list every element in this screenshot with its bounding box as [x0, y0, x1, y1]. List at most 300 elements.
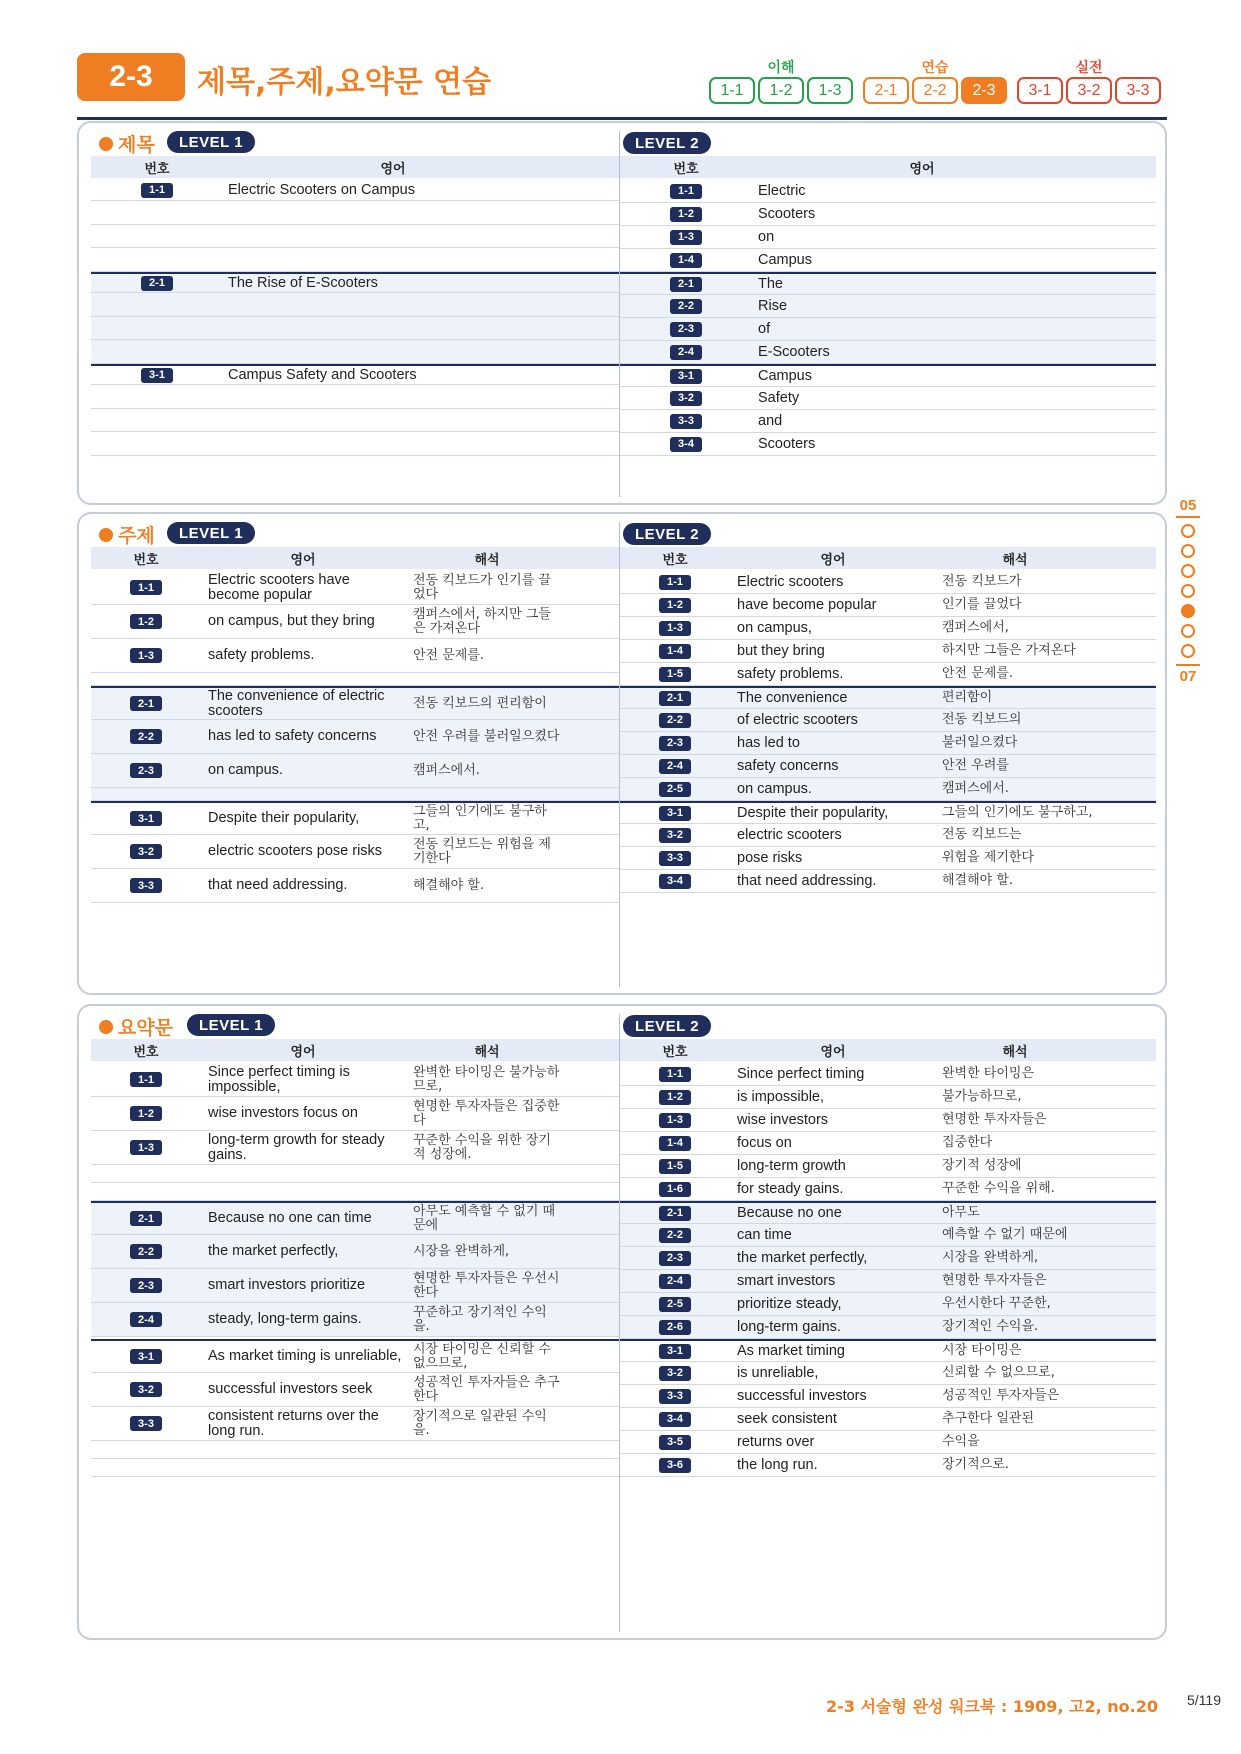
row-number-badge: 1-2 — [659, 598, 691, 613]
table-row — [620, 1270, 1156, 1293]
table-row — [620, 1086, 1156, 1109]
english-text: is unreliable, — [737, 1364, 819, 1381]
english-text: The convenience of electric scooters — [208, 687, 385, 719]
english-text: Campus Safety and Scooters — [228, 366, 417, 383]
table-row — [620, 1454, 1156, 1477]
table-header — [620, 547, 1156, 569]
english-text: for steady gains. — [737, 1180, 844, 1197]
row-number-badge: 2-6 — [659, 1320, 691, 1335]
table-row — [620, 180, 1156, 203]
korean-translation: 해결해야 할. — [413, 877, 485, 893]
row-number-badge: 1-1 — [659, 1067, 691, 1082]
english-text: of electric scooters — [737, 711, 858, 728]
row-number-badge: 2-4 — [130, 1312, 162, 1327]
english-text: has led to — [737, 734, 800, 751]
page-header — [77, 53, 1167, 119]
korean-translation: 해결해야 할. — [942, 873, 1014, 888]
english-text: long-term growth — [737, 1157, 846, 1174]
table-header — [91, 1039, 619, 1061]
korean-translation: 현명한 투자자들은 우선시한다 — [413, 1270, 560, 1300]
row-number-badge: 1-3 — [130, 1140, 162, 1155]
summary-practice-panel — [77, 1004, 1167, 1640]
english-text: on campus, — [737, 619, 812, 636]
row-number-badge: 3-2 — [130, 1382, 162, 1397]
english-text: that need addressing. — [737, 872, 877, 889]
english-text: prioritize steady, — [737, 1295, 842, 1312]
korean-translation: 전동 킥보드의 — [942, 712, 1022, 727]
table-row — [620, 801, 1156, 824]
english-text: Campus — [758, 251, 812, 268]
table-row — [620, 824, 1156, 847]
english-text: the market perfectly, — [737, 1249, 868, 1266]
side-nav-dot-icon[interactable] — [1181, 584, 1195, 598]
table-row — [620, 778, 1156, 801]
table-row — [91, 1269, 619, 1303]
table-row — [620, 1178, 1156, 1201]
korean-translation: 전동 킥보드가 — [942, 574, 1022, 589]
table-row — [620, 1063, 1156, 1086]
table-row — [620, 1201, 1156, 1224]
footer-workbook-title: 2-3 서술형 완성 워크북 : 1909, 고2, no.20 — [826, 1697, 1158, 1716]
english-text: steady, long-term gains. — [208, 1311, 362, 1327]
korean-translation: 아무도 예측할 수 없기 때문에 — [413, 1203, 556, 1233]
section-title: 요약문 — [118, 1017, 174, 1039]
table-header — [620, 1039, 1156, 1061]
row-number-badge: 1-5 — [659, 1159, 691, 1174]
progress-step-button[interactable]: 3-3 — [1115, 77, 1161, 104]
progress-group-practice — [863, 57, 1007, 104]
korean-translation: 장기적인 수익을. — [942, 1319, 1039, 1334]
progress-group-label: 이해 — [767, 60, 795, 76]
row-number-badge: 3-3 — [670, 414, 702, 429]
korean-translation: 불러일으켰다 — [942, 735, 1018, 750]
row-number-badge: 1-6 — [659, 1182, 691, 1197]
table-row — [620, 226, 1156, 249]
english-text: focus on — [737, 1134, 792, 1151]
english-text: Despite their popularity, — [737, 804, 889, 821]
table-row — [620, 1408, 1156, 1431]
table-row — [620, 272, 1156, 295]
table-row — [620, 870, 1156, 893]
table-row — [91, 364, 619, 385]
table-row — [620, 203, 1156, 226]
english-text: Since perfect timing — [737, 1065, 865, 1082]
column-header-english: 영어 — [820, 552, 846, 568]
column-header-english: 영어 — [380, 161, 406, 177]
english-text: long-term growth for steady gains. — [208, 1131, 385, 1163]
english-text: of — [758, 320, 771, 337]
table-row — [620, 709, 1156, 732]
korean-translation: 꾸준한 수익을 위한 장기적 성장에. — [413, 1132, 551, 1162]
section-label — [99, 521, 155, 548]
table-header — [620, 156, 1156, 178]
progress-step-button[interactable]: 1-3 — [807, 77, 853, 104]
row-number-badge: 2-2 — [659, 1228, 691, 1243]
bullet-dot-icon — [99, 1020, 113, 1034]
row-number-badge: 2-1 — [130, 696, 162, 711]
row-number-badge: 2-3 — [659, 736, 691, 751]
page-number: 5/119 — [1187, 1692, 1221, 1708]
english-text: E-Scooters — [758, 343, 830, 360]
progress-step-button[interactable]: 2-2 — [912, 77, 958, 104]
english-text: electric scooters — [737, 826, 842, 843]
korean-translation: 꾸준한 수익을 위해. — [942, 1181, 1055, 1196]
row-number-badge: 3-4 — [670, 437, 702, 452]
row-number-badge: 2-2 — [670, 299, 702, 314]
empty-row — [91, 1183, 619, 1201]
english-text: safety problems. — [208, 647, 315, 663]
table-row — [620, 1247, 1156, 1270]
empty-row — [91, 248, 619, 272]
column-header-korean: 해석 — [474, 552, 500, 568]
row-number-badge: 1-2 — [130, 1106, 162, 1121]
korean-translation: 추구한다 일관된 — [942, 1411, 1035, 1426]
row-number-badge: 3-1 — [670, 369, 702, 384]
english-text: Rise — [758, 297, 788, 314]
korean-translation: 캠퍼스에서, 하지만 그들은 가져온다 — [413, 606, 551, 636]
english-text: safety problems. — [737, 665, 844, 682]
row-number-badge: 1-3 — [659, 1113, 691, 1128]
level-2-badge: LEVEL 2 — [623, 132, 711, 154]
english-text: pose risks — [737, 849, 803, 866]
korean-translation: 완벽한 타이밍은 — [942, 1066, 1035, 1081]
row-number-badge: 2-5 — [659, 782, 691, 797]
chapter-side-nav — [1176, 497, 1200, 685]
english-text: has led to safety concerns — [208, 728, 377, 744]
section-label — [99, 1013, 173, 1040]
row-number-badge: 2-1 — [141, 276, 173, 291]
korean-translation: 전동 킥보드가 인기를 끌었다 — [413, 572, 551, 602]
korean-translation: 완벽한 타이밍은 불가능하므로, — [413, 1064, 560, 1094]
table-row — [620, 1431, 1156, 1454]
korean-translation: 시장 타이밍은 — [942, 1343, 1022, 1358]
english-text: Because no one — [737, 1204, 842, 1221]
table-header — [91, 547, 619, 569]
english-text: Because no one can time — [208, 1210, 372, 1226]
side-nav-dot-icon[interactable] — [1181, 644, 1195, 658]
row-number-badge: 2-4 — [659, 759, 691, 774]
korean-translation: 캠퍼스에서. — [942, 781, 1009, 796]
row-number-badge: 1-5 — [659, 667, 691, 682]
bullet-dot-icon — [99, 137, 113, 151]
empty-row — [91, 385, 619, 409]
english-text: Electric Scooters on Campus — [228, 181, 415, 198]
english-text: successful investors seek — [208, 1381, 373, 1397]
english-text: on campus. — [208, 762, 283, 778]
english-text: The — [758, 275, 783, 292]
bullet-dot-icon — [99, 528, 113, 542]
table-row — [620, 1155, 1156, 1178]
column-header-korean: 해석 — [1002, 1044, 1028, 1060]
row-number-badge: 2-1 — [670, 277, 702, 292]
korean-translation: 전동 킥보드는 — [942, 827, 1022, 842]
row-number-badge: 1-3 — [670, 230, 702, 245]
row-number-badge: 1-1 — [670, 184, 702, 199]
table-row — [91, 1339, 619, 1373]
side-nav-start: 05 — [1176, 497, 1200, 518]
english-text: The convenience — [737, 689, 848, 706]
table-row — [620, 732, 1156, 755]
korean-translation: 성공적인 투자자들은 추구한다 — [413, 1374, 560, 1404]
row-number-badge: 2-3 — [130, 1278, 162, 1293]
english-text: Electric scooters — [737, 573, 844, 590]
row-number-badge: 3-2 — [659, 828, 691, 843]
row-number-badge: 1-2 — [659, 1090, 691, 1105]
table-row — [620, 755, 1156, 778]
row-number-badge: 2-1 — [659, 691, 691, 706]
english-text: The Rise of E-Scooters — [228, 274, 378, 291]
header-divider — [77, 117, 1167, 120]
korean-translation: 장기적으로. — [942, 1457, 1009, 1472]
korean-translation: 불가능하므로, — [942, 1089, 1022, 1104]
table-row — [91, 835, 619, 869]
column-header-number: 번호 — [144, 161, 170, 177]
table-row — [91, 869, 619, 903]
korean-translation: 시장을 완벽하게, — [942, 1250, 1039, 1265]
table-row — [620, 663, 1156, 686]
table-row — [91, 1303, 619, 1337]
row-number-badge: 3-6 — [659, 1458, 691, 1473]
table-header — [91, 156, 619, 178]
english-text: smart investors prioritize — [208, 1277, 366, 1293]
english-text: Scooters — [758, 205, 816, 222]
table-row — [91, 1131, 619, 1165]
side-nav-dot-icon[interactable] — [1181, 524, 1195, 538]
row-number-badge: 3-3 — [130, 1416, 162, 1431]
korean-translation: 현명한 투자자들은 — [942, 1273, 1047, 1288]
progress-step-button[interactable]: 2-1 — [863, 77, 909, 104]
korean-translation: 장기적 성장에 — [942, 1158, 1022, 1173]
section-title: 주제 — [118, 525, 155, 547]
row-number-badge: 1-2 — [130, 614, 162, 629]
english-text: that need addressing. — [208, 877, 348, 893]
english-text: on — [758, 228, 775, 245]
side-nav-end: 07 — [1176, 664, 1200, 685]
progress-step-button[interactable]: 3-1 — [1017, 77, 1063, 104]
table-row — [620, 295, 1156, 318]
table-row — [620, 318, 1156, 341]
column-header-number: 번호 — [662, 552, 688, 568]
english-text: is impossible, — [737, 1088, 825, 1105]
empty-row — [91, 1165, 619, 1183]
row-number-badge: 2-3 — [659, 1251, 691, 1266]
empty-row — [91, 340, 619, 364]
side-nav-dot-icon[interactable] — [1181, 624, 1195, 638]
level-2-badge: LEVEL 2 — [623, 1015, 711, 1037]
english-text: Despite their popularity, — [208, 810, 360, 826]
table-row — [91, 720, 619, 754]
korean-translation: 신뢰할 수 없으므로, — [942, 1365, 1055, 1380]
column-header-number: 번호 — [662, 1044, 688, 1060]
side-nav-dot-icon[interactable] — [1181, 544, 1195, 558]
row-number-badge: 1-4 — [670, 253, 702, 268]
empty-row — [91, 1441, 619, 1459]
row-number-badge: 3-2 — [130, 844, 162, 859]
table-row — [91, 801, 619, 835]
english-text: consistent returns over the long run. — [208, 1407, 379, 1439]
korean-translation: 위험을 제기한다 — [942, 850, 1035, 865]
korean-translation: 현명한 투자자들은 집중한다 — [413, 1098, 560, 1128]
row-number-badge: 1-3 — [130, 648, 162, 663]
korean-translation: 하지만 그들은 가져온다 — [942, 643, 1076, 658]
column-header-english: 영어 — [290, 1044, 316, 1060]
empty-row — [91, 788, 619, 801]
english-text: seek consistent — [737, 1410, 837, 1427]
level-1-badge: LEVEL 1 — [167, 131, 255, 153]
english-text: safety concerns — [737, 757, 839, 774]
korean-translation: 장기적으로 일관된 수익을. — [413, 1408, 547, 1438]
empty-row — [91, 293, 619, 317]
korean-translation: 캠퍼스에서. — [413, 762, 480, 778]
english-text: electric scooters pose risks — [208, 843, 383, 859]
progress-step-button[interactable]: 1-1 — [709, 77, 755, 104]
korean-translation: 시장을 완벽하게, — [413, 1243, 510, 1259]
row-number-badge: 3-5 — [659, 1435, 691, 1450]
column-header-number: 번호 — [133, 552, 159, 568]
english-text: Electric scooters have become popular — [208, 571, 350, 603]
korean-translation: 아무도 — [942, 1205, 980, 1220]
english-text: smart investors — [737, 1272, 836, 1289]
row-number-badge: 2-1 — [659, 1206, 691, 1221]
row-number-badge: 3-1 — [141, 368, 173, 383]
side-nav-dot-active-icon[interactable] — [1181, 604, 1195, 618]
korean-translation: 우선시한다 꾸준한, — [942, 1296, 1051, 1311]
table-row — [620, 1224, 1156, 1247]
english-text: Safety — [758, 389, 800, 406]
korean-translation: 안전 문제를. — [413, 647, 485, 663]
row-number-badge: 1-3 — [659, 621, 691, 636]
table-row — [91, 272, 619, 293]
row-number-badge: 1-4 — [659, 1136, 691, 1151]
empty-row — [91, 225, 619, 249]
empty-row — [91, 432, 619, 456]
english-text: Electric — [758, 182, 806, 199]
column-header-english: 영어 — [820, 1044, 846, 1060]
table-row — [620, 1339, 1156, 1362]
row-number-badge: 2-3 — [130, 763, 162, 778]
table-row — [91, 1063, 619, 1097]
row-number-badge: 3-3 — [130, 878, 162, 893]
korean-translation: 시장 타이밍은 신뢰할 수 없으므로, — [413, 1341, 551, 1371]
row-number-badge: 3-1 — [659, 1344, 691, 1359]
english-text: have become popular — [737, 596, 877, 613]
table-row — [91, 754, 619, 788]
table-row — [91, 639, 619, 673]
row-number-badge: 2-3 — [670, 322, 702, 337]
english-text: Campus — [758, 367, 812, 384]
row-number-badge: 3-2 — [659, 1366, 691, 1381]
column-header-korean: 해석 — [1002, 552, 1028, 568]
english-text: the market perfectly, — [208, 1243, 339, 1259]
row-number-badge: 2-5 — [659, 1297, 691, 1312]
table-row — [91, 1407, 619, 1441]
korean-translation: 전동 킥보드는 위험을 제기한다 — [413, 836, 551, 866]
row-number-badge: 3-1 — [659, 806, 691, 821]
progress-group-label: 실전 — [1075, 60, 1103, 76]
table-row — [91, 1235, 619, 1269]
column-header-korean: 해석 — [474, 1044, 500, 1060]
table-row — [620, 1362, 1156, 1385]
side-nav-dot-icon[interactable] — [1181, 564, 1195, 578]
table-row — [620, 847, 1156, 870]
table-row — [620, 1132, 1156, 1155]
row-number-badge: 2-1 — [130, 1211, 162, 1226]
table-row — [91, 605, 619, 639]
table-row — [620, 387, 1156, 410]
table-row — [91, 1097, 619, 1131]
table-row — [91, 571, 619, 605]
korean-translation: 안전 문제를. — [942, 666, 1014, 681]
korean-translation: 집중한다 — [942, 1135, 993, 1150]
section-label — [99, 130, 155, 157]
row-number-badge: 3-3 — [659, 851, 691, 866]
table-row — [620, 364, 1156, 387]
table-row — [620, 686, 1156, 709]
column-header-number: 번호 — [133, 1044, 159, 1060]
korean-translation: 그들의 인기에도 불구하고, — [413, 803, 547, 833]
korean-translation: 예측할 수 없기 때문에 — [942, 1227, 1068, 1242]
row-number-badge: 3-1 — [130, 1349, 162, 1364]
table-row — [620, 571, 1156, 594]
korean-translation: 성공적인 투자자들은 — [942, 1388, 1060, 1403]
progress-group-real — [1017, 57, 1161, 104]
english-text: As market timing — [737, 1342, 845, 1359]
empty-row — [91, 201, 619, 225]
progress-step-button[interactable]: 1-2 — [758, 77, 804, 104]
column-header-english: 영어 — [909, 161, 935, 177]
english-text: on campus. — [737, 780, 812, 797]
row-number-badge: 2-4 — [659, 1274, 691, 1289]
page-title: 제목,주제,요약문 연습 — [197, 65, 492, 100]
english-text: returns over — [737, 1433, 815, 1450]
empty-row — [91, 673, 619, 686]
row-number-badge: 3-2 — [670, 391, 702, 406]
column-header-english: 영어 — [290, 552, 316, 568]
table-row — [91, 1373, 619, 1407]
korean-translation: 전동 킥보드의 편리함이 — [413, 695, 547, 711]
table-row — [620, 1109, 1156, 1132]
row-number-badge: 2-2 — [659, 713, 691, 728]
row-number-badge: 1-1 — [659, 575, 691, 590]
row-number-badge: 1-1 — [130, 1072, 162, 1087]
korean-translation: 캠퍼스에서, — [942, 620, 1009, 635]
english-text: wise investors — [737, 1111, 829, 1128]
table-row — [620, 1316, 1156, 1339]
level-1-badge: LEVEL 1 — [167, 522, 255, 544]
level-2-badge: LEVEL 2 — [623, 523, 711, 545]
korean-translation: 안전 우려를 — [942, 758, 1009, 773]
row-number-badge: 2-2 — [130, 1244, 162, 1259]
english-text: Scooters — [758, 435, 816, 452]
row-number-badge: 3-1 — [130, 811, 162, 826]
progress-step-button-active[interactable]: 2-3 — [961, 77, 1007, 104]
row-number-badge: 3-3 — [659, 1389, 691, 1404]
lesson-code-badge: 2-3 — [77, 53, 185, 101]
english-text: but they bring — [737, 642, 825, 659]
table-row — [620, 594, 1156, 617]
english-text: the long run. — [737, 1456, 818, 1473]
level-1-badge: LEVEL 1 — [187, 1014, 275, 1036]
progress-step-button[interactable]: 3-2 — [1066, 77, 1112, 104]
empty-row — [91, 317, 619, 341]
row-number-badge: 1-1 — [141, 183, 173, 198]
row-number-badge: 2-4 — [670, 345, 702, 360]
column-header-number: 번호 — [673, 161, 699, 177]
table-row — [620, 341, 1156, 364]
title-practice-panel — [77, 121, 1167, 505]
table-row — [91, 180, 619, 201]
topic-practice-panel — [77, 512, 1167, 995]
